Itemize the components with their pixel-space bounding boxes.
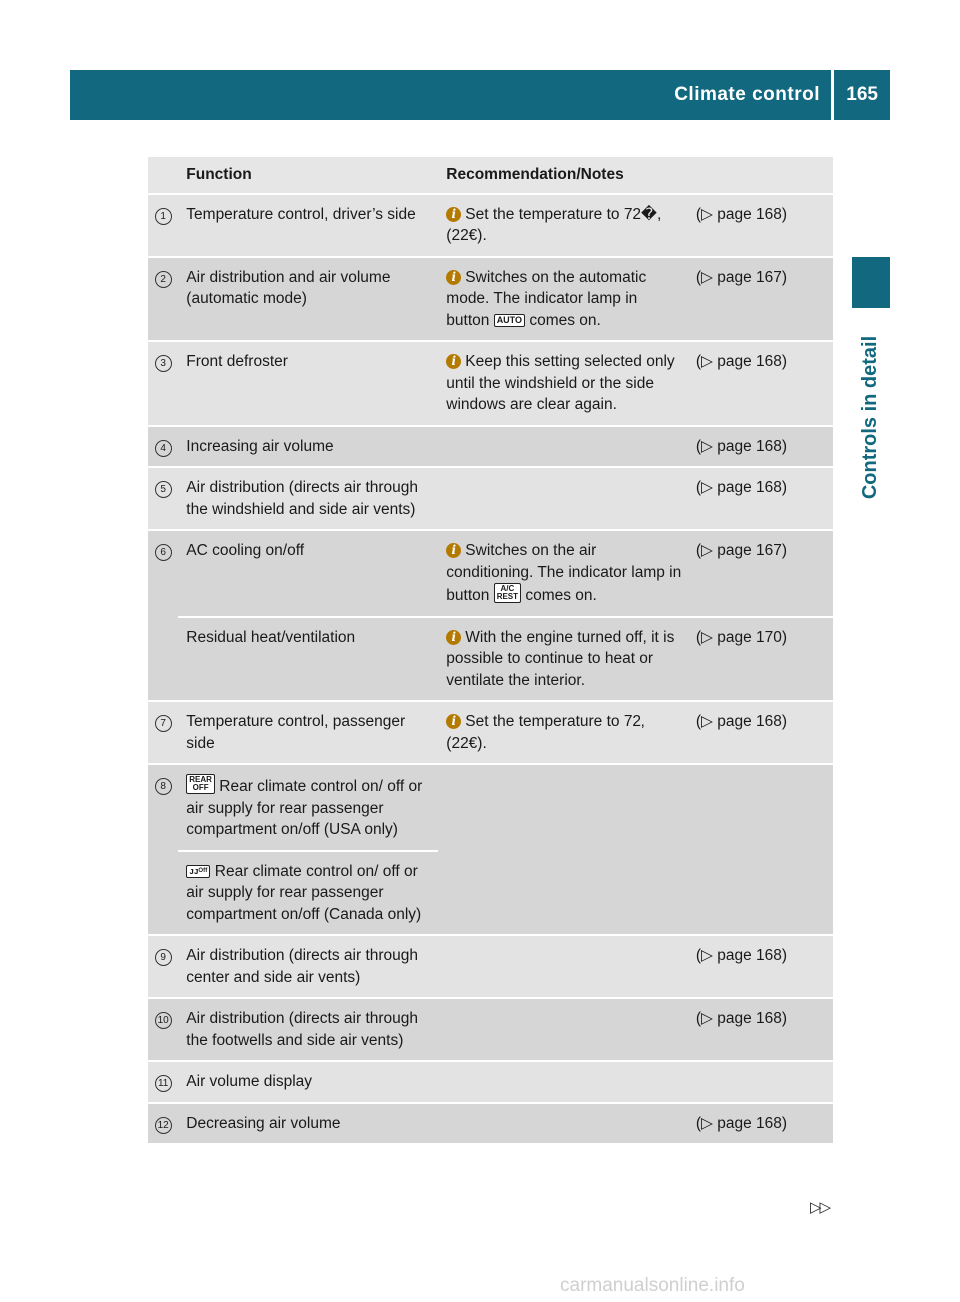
header-num [148, 157, 178, 193]
notes-cell [438, 1104, 688, 1144]
page-ref: (▷ page 167) [688, 258, 833, 341]
item-number: 9 [155, 949, 172, 966]
notes-cell [438, 531, 688, 616]
notes-cell [438, 618, 688, 701]
notes-cell [438, 999, 688, 1060]
ac-button-top: A/C [500, 584, 515, 593]
item-number: 7 [155, 715, 172, 732]
notes-cell [438, 1062, 688, 1102]
table-row [148, 936, 833, 997]
notes-cell [438, 195, 688, 256]
function-cell: Air distribution (directs air through the footwells and side air vents) [178, 999, 438, 1060]
function-cell: Residual heat/ventilation [178, 618, 438, 701]
note-text: With the engine turned off, it is possible to continue to heat or ventilate the interior. [446, 628, 675, 689]
function-cell: Increasing air volume [178, 427, 438, 467]
function-cell: AC cooling on/off [178, 531, 438, 616]
header-divider [831, 70, 834, 120]
note-text: Set the temperature to 72�, (22€). [446, 205, 662, 244]
header-notes: Recommendation/Notes [438, 157, 688, 193]
note-text: Switches on the air conditioning. The indicator lamp in button [446, 542, 682, 604]
table-row [148, 999, 833, 1060]
item-number: 2 [155, 271, 172, 288]
note-text-end: comes on. [525, 311, 601, 329]
note-text: Switches on the automatic mode. The indicator lamp in button [446, 268, 647, 329]
notes-cell [438, 427, 688, 467]
page-ref: (▷ page 168) [688, 999, 833, 1060]
item-number: 8 [155, 778, 172, 795]
header-bar [70, 70, 890, 120]
notes-cell [438, 936, 688, 997]
note-text: Set the temperature to 72‚ (22€). [446, 713, 645, 752]
item-number: 4 [155, 440, 172, 457]
side-label [852, 312, 890, 522]
rear-off-button-icon [186, 774, 215, 794]
info-icon: i [446, 543, 461, 558]
notes-cell [438, 765, 688, 934]
notes-cell [438, 258, 688, 341]
page-ref: (▷ page 168) [688, 468, 833, 529]
table-row [148, 195, 833, 256]
continue-arrow-icon: ▷▷ [810, 1199, 830, 1216]
table-row [148, 258, 833, 341]
function-cell: Temperature control, driver’s side [178, 195, 438, 256]
page-ref: (▷ page 168) [688, 1104, 833, 1144]
page-ref: (▷ page 168) [688, 427, 833, 467]
function-cell: Temperature control, passenger side [178, 702, 438, 763]
table-row [148, 531, 833, 616]
table-row [148, 618, 833, 701]
info-icon: i [446, 630, 461, 645]
function-cell: Air volume display [178, 1062, 438, 1102]
page-ref [688, 765, 833, 934]
function-table [148, 155, 833, 1145]
notes-cell [438, 468, 688, 529]
info-icon: i [446, 270, 461, 285]
table-row [148, 427, 833, 467]
item-number: 5 [155, 481, 172, 498]
ac-button-bottom: REST [496, 592, 519, 601]
page-number: 165 [846, 84, 878, 105]
page-ref: (▷ page 168) [688, 342, 833, 425]
ac-button-icon [494, 583, 521, 603]
note-text: Keep this setting selected only until the windshield or the side windows are clear again. [446, 353, 675, 413]
function-text: Rear climate control on/ off or air supply for rear passenger compartment on/off (Canada only) [186, 862, 422, 923]
side-section-label: Controls in detail [859, 335, 882, 499]
item-number: 12 [155, 1117, 172, 1134]
note-text-end: comes on. [521, 587, 597, 604]
info-icon: i [446, 714, 461, 729]
table-header-row [148, 157, 833, 193]
function-cell: Front defroster [178, 342, 438, 425]
item-number: 6 [155, 544, 172, 561]
page-ref: (▷ page 170) [688, 618, 833, 701]
rear-button-top: REAR [189, 775, 212, 784]
item-number: 1 [155, 208, 172, 225]
function-cell: Air distribution (directs air through center and side air vents) [178, 936, 438, 997]
page-ref [688, 1062, 833, 1102]
function-cell [178, 765, 438, 850]
watermark: carmanualsonline.info [560, 1275, 745, 1296]
item-number: 11 [155, 1075, 172, 1092]
side-tab [852, 257, 890, 308]
notes-cell [438, 702, 688, 763]
page-ref: (▷ page 168) [688, 195, 833, 256]
page-ref: (▷ page 168) [688, 702, 833, 763]
section-title: Climate control [674, 84, 820, 105]
table-row [148, 342, 833, 425]
auto-button-icon: AUTO [494, 314, 525, 327]
rear-button-bottom: OFF [192, 783, 209, 792]
table-row [148, 1104, 833, 1144]
item-number: 3 [155, 355, 172, 372]
function-text: Rear climate control on/ off or air supply for rear passenger compartment on/off (USA only) [186, 778, 423, 838]
header-ref [688, 157, 833, 193]
info-icon: i [446, 207, 461, 222]
function-cell: Decreasing air volume [178, 1104, 438, 1144]
rear-fan-off-button-icon: ᴊᴊᴼᶠᶠ [186, 865, 210, 878]
function-cell: Air distribution and air volume (automatic mode) [178, 258, 438, 341]
notes-cell [438, 342, 688, 425]
page-ref: (▷ page 168) [688, 936, 833, 997]
page-ref: (▷ page 167) [688, 531, 833, 616]
function-cell: Air distribution (directs air through the windshield and side air vents) [178, 468, 438, 529]
info-icon: i [446, 354, 461, 369]
table-row [148, 765, 833, 850]
table-row [148, 468, 833, 529]
table-row [148, 702, 833, 763]
function-cell [178, 852, 438, 935]
header-function: Function [178, 157, 438, 193]
item-number: 10 [155, 1012, 172, 1029]
table-row [148, 1062, 833, 1102]
